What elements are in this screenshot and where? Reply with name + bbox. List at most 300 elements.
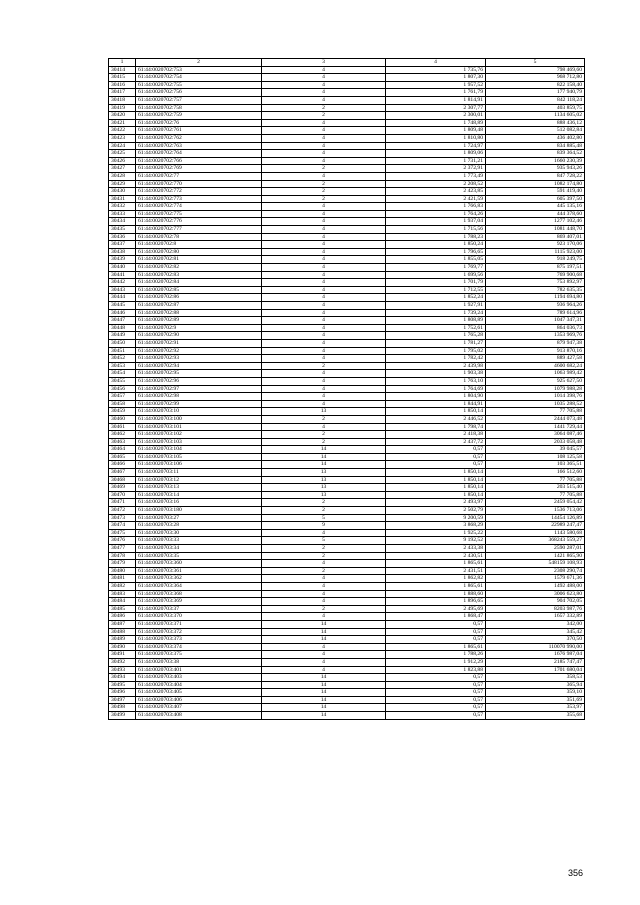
table-cell-col5: 512 082,84 [486,127,585,135]
table-cell-col3: 2 [262,507,386,515]
table-cell-col4: 0,57 [386,681,486,689]
table-cell-col2: 61:44:0020702:81 [136,256,262,264]
table-cell-col5: 798 469,60 [486,66,585,74]
table-cell-col2: 61:44:0020703:370 [136,613,262,621]
table-cell-col4: 0,57 [386,712,486,720]
table-row [109,400,585,408]
table-cell-col2: 61:44:0020703:10 [136,408,262,416]
table-row [109,582,585,590]
table-cell-col4: 1 796,65 [386,248,486,256]
table-cell-col2: 61:44:0020702:85 [136,286,262,294]
table-cell-col3: 2 [262,112,386,120]
table-cell-col1: 30453 [109,362,136,370]
table-cell-col4: 1 782,42 [386,355,486,363]
table-row [109,188,585,196]
table-cell-col5: 177 940,79 [486,89,585,97]
table-row [109,294,585,302]
table-cell-col2: 61:44:0020702:88 [136,309,262,317]
table-row [109,233,585,241]
table-cell-col3: 14 [262,712,386,720]
table-row [109,74,585,82]
column-header-1: 1 [109,59,136,67]
table-cell-col2: 61:44:0020703:407 [136,704,262,712]
table-cell-col1: 30481 [109,575,136,583]
table-cell-col5: 8203 987,76 [486,605,585,613]
table-cell-col4: 0,57 [386,446,486,454]
table-cell-col3: 4 [262,385,386,393]
table-cell-col5: 1441 729,44 [486,423,585,431]
table-body [109,59,585,720]
table-cell-col3: 4 [262,666,386,674]
table-cell-col4: 1 888,60 [386,590,486,598]
table-cell-col5: 1421 865,90 [486,552,585,560]
table-cell-col5: 904 702,05 [486,598,585,606]
table-row [109,590,585,598]
table-cell-col5: 1134 605,02 [486,112,585,120]
table-cell-col1: 30464 [109,446,136,454]
table-cell-col3: 4 [262,264,386,272]
table-cell-col1: 30414 [109,66,136,74]
table-cell-col3: 4 [262,96,386,104]
table-row [109,355,585,363]
table-cell-col5: 2185 747,47 [486,658,585,666]
table-row [109,226,585,234]
table-cell-col2: 61:44:0020703:371 [136,620,262,628]
table-cell-col5: 203 515,40 [486,484,585,492]
table-cell-col4: 1 788,23 [386,233,486,241]
table-row [109,119,585,127]
table-cell-col3: 13 [262,476,386,484]
table-cell-col2: 61:44:0020703:373 [136,636,262,644]
table-cell-col1: 30490 [109,643,136,651]
table-cell-col1: 30462 [109,431,136,439]
table-cell-col2: 61:44:0020702:97 [136,385,262,393]
table-cell-col2: 61:44:0020702:756 [136,89,262,97]
table-cell-col1: 30415 [109,74,136,82]
table-cell-col1: 30474 [109,522,136,530]
table-cell-col4: 9 192,52 [386,537,486,545]
table-cell-col3: 4 [262,142,386,150]
table-cell-col3: 4 [262,560,386,568]
table-cell-col1: 30486 [109,613,136,621]
table-cell-col2: 61:44:0020703:372 [136,628,262,636]
table-cell-col5: 436 402,80 [486,134,585,142]
table-cell-col1: 30432 [109,203,136,211]
table-cell-col4: 1 781,27 [386,339,486,347]
table-cell-col1: 30492 [109,658,136,666]
table-cell-col1: 30424 [109,142,136,150]
table-cell-col4: 0,57 [386,620,486,628]
table-cell-col5: 3006 623,80 [486,590,585,598]
table-cell-col2: 61:44:0020702:96 [136,377,262,385]
table-cell-col1: 30454 [109,370,136,378]
table-cell-col4: 1 788,26 [386,651,486,659]
table-cell-col1: 30444 [109,294,136,302]
table-cell-col5: 359,10 [486,689,585,697]
table-cell-col4: 1 748,89 [386,119,486,127]
table-cell-col3: 4 [262,370,386,378]
table-cell-col4: 1 850,14 [386,491,486,499]
table-cell-col2: 61:44:0020702:772 [136,188,262,196]
table-cell-col4: 1 773,49 [386,172,486,180]
table-cell-col3: 2 [262,552,386,560]
table-cell-col4: 1 764,26 [386,210,486,218]
table-cell-col4: 2 418,38 [386,431,486,439]
table-cell-col3: 13 [262,469,386,477]
table-cell-col1: 30436 [109,233,136,241]
table-cell-col2: 61:44:0020702:777 [136,226,262,234]
table-row [109,393,585,401]
table-row [109,157,585,165]
table-cell-col5: 77 705,88 [486,476,585,484]
table-row [109,134,585,142]
table-cell-col4: 3 868,29 [386,522,486,530]
table-cell-col5: 1660 230,39 [486,157,585,165]
table-cell-col2: 61:44:0020703:34 [136,545,262,553]
table-cell-col2: 61:44:0020702:93 [136,355,262,363]
table-row [109,575,585,583]
table-row [109,438,585,446]
table-cell-col1: 30426 [109,157,136,165]
table-cell-col4: 1 850,24 [386,241,486,249]
table-cell-col2: 61:44:0020702:99 [136,400,262,408]
table-row [109,89,585,97]
table-cell-col5: 889 427,58 [486,355,585,363]
table-cell-col2: 61:44:0020703:37 [136,605,262,613]
table-cell-col3: 4 [262,423,386,431]
table-cell-col1: 30470 [109,491,136,499]
page-number: 356 [568,868,584,878]
table-cell-col1: 30421 [109,119,136,127]
table-cell-col4: 0,57 [386,704,486,712]
table-cell-col5: 1492 488,00 [486,582,585,590]
table-cell-col5: 789 614,96 [486,309,585,317]
table-cell-col1: 30487 [109,620,136,628]
table-cell-col2: 61:44:0020703:180 [136,507,262,515]
table-cell-col1: 30416 [109,81,136,89]
table-cell-col2: 61:44:0020703:105 [136,453,262,461]
table-cell-col5: 2308 290,74 [486,567,585,575]
table-cell-col2: 61:44:0020702:82 [136,264,262,272]
table-cell-col2: 61:44:0020702:94 [136,362,262,370]
table-cell-col2: 61:44:0020703:13 [136,484,262,492]
table-cell-col5: 355,68 [486,712,585,720]
table-cell-col2: 61:44:0020703:27 [136,514,262,522]
table-row [109,218,585,226]
table-cell-col2: 61:44:0020703:374 [136,643,262,651]
table-cell-col1: 30488 [109,628,136,636]
table-cell-col5: 842 118,24 [486,96,585,104]
table-cell-col1: 30443 [109,286,136,294]
table-cell-col1: 30471 [109,499,136,507]
table-row [109,256,585,264]
table-cell-col3: 2 [262,104,386,112]
table-cell-col5: 1063 989,42 [486,370,585,378]
table-cell-col4: 2 307,77 [386,104,486,112]
table-row [109,370,585,378]
table-cell-col1: 30494 [109,674,136,682]
table-cell-col4: 2 430,51 [386,552,486,560]
table-cell-col5: 342,00 [486,620,585,628]
table-cell-col2: 61:44:0020703:28 [136,522,262,530]
table-row [109,552,585,560]
table-row [109,210,585,218]
table-cell-col5: 39 045,57 [486,446,585,454]
table-row [109,537,585,545]
table-cell-col1: 30458 [109,400,136,408]
table-row [109,620,585,628]
table-cell-col1: 30499 [109,712,136,720]
table-row [109,180,585,188]
table-cell-col3: 4 [262,172,386,180]
table-cell-col1: 30430 [109,188,136,196]
table-cell-col3: 2 [262,362,386,370]
table-cell-col2: 61:44:0020703:364 [136,582,262,590]
table-cell-col2: 61:44:0020702:775 [136,210,262,218]
table-cell-col3: 4 [262,286,386,294]
table-cell-col2: 61:44:0020702:83 [136,271,262,279]
table-cell-col4: 2 423,85 [386,188,486,196]
table-cell-col2: 61:44:0020703:33 [136,537,262,545]
table-cell-col5: 869 407,01 [486,233,585,241]
table-cell-col3: 4 [262,256,386,264]
table-cell-col2: 61:44:0020702:754 [136,74,262,82]
table-cell-col3: 4 [262,233,386,241]
column-header-5: 5 [486,59,585,67]
table-row [109,461,585,469]
table-cell-col4: 1 701,79 [386,279,486,287]
table-cell-col3: 4 [262,643,386,651]
table-row [109,476,585,484]
table-cell-col2: 61:44:0020703:403 [136,674,262,682]
table-row [109,385,585,393]
table-cell-col5: 847 728,22 [486,172,585,180]
table-row [109,104,585,112]
table-cell-col1: 30461 [109,423,136,431]
table-cell-col4: 1 844,91 [386,400,486,408]
table-cell-col2: 61:44:0020702:8 [136,241,262,249]
table-cell-col5: 1143 580,68 [486,529,585,537]
table-cell-col5: 1035 288,52 [486,400,585,408]
table-cell-col2: 61:44:0020702:766 [136,157,262,165]
table-row [109,362,585,370]
table-cell-col5: 368243 559,27 [486,537,585,545]
table-row [109,689,585,697]
table-cell-col1: 30459 [109,408,136,416]
table-row [109,286,585,294]
table-cell-col4: 1 807,30 [386,74,486,82]
table-cell-col4: 1 850,14 [386,469,486,477]
table-row [109,696,585,704]
table-cell-col4: 2 431,51 [386,567,486,575]
table-cell-col3: 4 [262,119,386,127]
table-cell-col4: 1 795,02 [386,347,486,355]
table-cell-col5: 1082 174,80 [486,180,585,188]
table-cell-col1: 30452 [109,355,136,363]
table-cell-col5: 103 365,51 [486,461,585,469]
table-cell-col4: 2 421,59 [386,195,486,203]
table-cell-col2: 61:44:0020703:100 [136,415,262,423]
table-cell-col4: 0,57 [386,628,486,636]
table-cell-col1: 30456 [109,385,136,393]
table-cell-col4: 2 439,98 [386,362,486,370]
table-cell-col2: 61:44:0020703:38 [136,658,262,666]
table-cell-col3: 2 [262,188,386,196]
table-cell-col4: 1 764,69 [386,385,486,393]
table-cell-col1: 30485 [109,605,136,613]
table-cell-col5: 2444 073,48 [486,415,585,423]
table-row [109,636,585,644]
table-cell-col5: 605 397,50 [486,195,585,203]
table-row [109,415,585,423]
table-cell-col5: 875 197,51 [486,264,585,272]
table-cell-col1: 30447 [109,317,136,325]
table-cell-col4: 1 766,83 [386,203,486,211]
table-cell-col3: 4 [262,347,386,355]
table-cell-col1: 30422 [109,127,136,135]
table-cell-col4: 1 752,61 [386,324,486,332]
table-cell-col2: 61:44:0020702:87 [136,302,262,310]
table-cell-col2: 61:44:0020703:362 [136,575,262,583]
table-cell-col3: 4 [262,317,386,325]
table-cell-col3: 4 [262,302,386,310]
table-cell-col2: 61:44:0020702:773 [136,195,262,203]
table-cell-col3: 4 [262,210,386,218]
table-cell-col5: 22989 247,47 [486,522,585,530]
table-cell-col1: 30493 [109,666,136,674]
table-cell-col4: 1 865,61 [386,643,486,651]
table-cell-col3: 4 [262,613,386,621]
table-cell-col2: 61:44:0020702:9 [136,324,262,332]
table-cell-col5: 1079 988,28 [486,385,585,393]
table-row [109,377,585,385]
table-cell-col4: 1 896,65 [386,598,486,606]
table-cell-col2: 61:44:0020703:106 [136,461,262,469]
table-cell-col3: 4 [262,203,386,211]
table-cell-col3: 4 [262,339,386,347]
table-cell-col4: 2 437,72 [386,438,486,446]
table-cell-col5: 591 419,40 [486,188,585,196]
table-cell-col1: 30480 [109,567,136,575]
table-cell-col3: 9 [262,522,386,530]
table-cell-col3: 4 [262,74,386,82]
table-cell-col3: 14 [262,453,386,461]
table-row [109,499,585,507]
table-cell-col1: 30479 [109,560,136,568]
table-cell-col3: 14 [262,620,386,628]
table-cell-col3: 4 [262,241,386,249]
table-row [109,704,585,712]
table-cell-col5: 1701 680,04 [486,666,585,674]
table-cell-col4: 2 433,38 [386,545,486,553]
table-cell-col4: 1 804,90 [386,393,486,401]
table-cell-col2: 61:44:0020703:16 [136,499,262,507]
table-row [109,560,585,568]
table-cell-col5: 2459 054,42 [486,499,585,507]
table-cell-col5: 923 170,06 [486,241,585,249]
table-cell-col5: 935 943,26 [486,165,585,173]
table-cell-col1: 30477 [109,545,136,553]
table-cell-col2: 61:44:0020702:91 [136,339,262,347]
table-cell-col5: 1277 102,46 [486,218,585,226]
table-cell-col5: 782 635,35 [486,286,585,294]
table-cell-col2: 61:44:0020703:404 [136,681,262,689]
table-cell-col3: 4 [262,248,386,256]
table-cell-col1: 30472 [109,507,136,515]
table-row [109,446,585,454]
table-cell-col5: 1353 969,76 [486,332,585,340]
table-cell-col1: 30467 [109,469,136,477]
table-cell-col1: 30418 [109,96,136,104]
table-cell-col5: 864 036,73 [486,324,585,332]
table-cell-col4: 2 208,52 [386,180,486,188]
table-cell-col3: 4 [262,134,386,142]
table-cell-col3: 4 [262,575,386,583]
table-cell-col5: 2590 287,01 [486,545,585,553]
table-cell-col1: 30463 [109,438,136,446]
table-cell-col1: 30469 [109,484,136,492]
table-cell-col5: 365,94 [486,681,585,689]
table-cell-col1: 30497 [109,696,136,704]
table-cell-col2: 61:44:0020703:360 [136,560,262,568]
table-cell-col2: 61:44:0020703:14 [136,491,262,499]
table-cell-col3: 14 [262,636,386,644]
table-header-row [109,59,585,67]
table-cell-col2: 61:44:0020703:361 [136,567,262,575]
table-cell-col3: 4 [262,271,386,279]
table-cell-col1: 30428 [109,172,136,180]
table-row [109,339,585,347]
table-row [109,469,585,477]
table-cell-col1: 30465 [109,453,136,461]
table-cell-col4: 1 808,89 [386,317,486,325]
table-cell-col3: 5 [262,514,386,522]
table-cell-col4: 2 493,97 [386,499,486,507]
table-cell-col5: 548159 108,93 [486,560,585,568]
table-cell-col3: 2 [262,431,386,439]
table-cell-col5: 108 125,58 [486,453,585,461]
table-cell-col1: 30449 [109,332,136,340]
table-row [109,279,585,287]
table-cell-col1: 30451 [109,347,136,355]
table-cell-col3: 4 [262,529,386,537]
table-row [109,317,585,325]
table-cell-col1: 30448 [109,324,136,332]
table-cell-col2: 61:44:0020703:101 [136,423,262,431]
table-row [109,666,585,674]
table-cell-col1: 30439 [109,256,136,264]
table-row [109,613,585,621]
table-row [109,347,585,355]
table-cell-col1: 30420 [109,112,136,120]
table-cell-col5: 445 135,16 [486,203,585,211]
table-cell-col2: 61:44:0020703:102 [136,431,262,439]
table-row [109,484,585,492]
table-cell-col4: 1 712,55 [386,286,486,294]
table-cell-col3: 13 [262,491,386,499]
table-cell-col5: 1081 448,70 [486,226,585,234]
table-cell-col3: 13 [262,408,386,416]
table-row [109,66,585,74]
table-cell-col5: 2033 058,48 [486,438,585,446]
table-cell-col1: 30437 [109,241,136,249]
table-cell-col3: 4 [262,582,386,590]
table-cell-col1: 30434 [109,218,136,226]
table-cell-col1: 30484 [109,598,136,606]
table-cell-col3: 4 [262,658,386,666]
table-row [109,491,585,499]
table-cell-col3: 2 [262,180,386,188]
